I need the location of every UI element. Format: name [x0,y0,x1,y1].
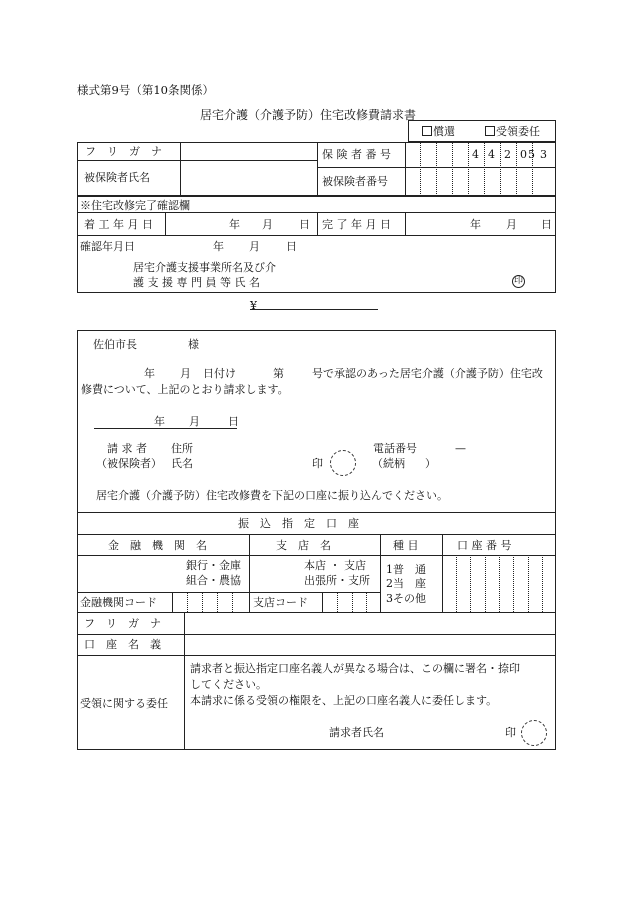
confirm-date-label: 確認年月日 [80,240,135,253]
seal-circle-icon [330,450,356,476]
insured-paren-label: （被保険者） [96,457,162,470]
approval-year: 年 [144,367,155,380]
office-label-line1: 居宅介護支援事業所名及び介 [133,261,276,274]
divider [516,142,517,196]
divider [165,212,166,235]
yen-symbol: ¥ [250,299,257,312]
approval-date: 日付け [203,367,236,380]
divider [322,592,323,612]
divider [500,142,501,196]
confirm-section-header: ※住宅改修完了確認欄 [80,199,190,212]
relation-close: ） [425,457,436,470]
insurer-number-label: 保 険 者 番 号 [322,148,391,161]
date-underline [94,428,237,429]
request-year: 年 [154,415,165,428]
divider [249,534,250,612]
divider [232,592,233,612]
phone-label: 電話番号 [373,442,417,455]
form-title: 居宅介護（介護予防）住宅改修費請求書 [200,108,417,122]
phone-dash: — [455,442,466,455]
divider [442,534,443,612]
divider [468,142,469,196]
divider [202,592,203,612]
request-body-line1: 号で承認のあった居宅介護（介護予防）住宅改 [312,367,543,380]
checkbox-shokan-label: 償還 [433,125,455,138]
checkbox-juryo[interactable] [485,126,540,137]
insurer-digit: 2 [504,148,511,161]
month-label: 月 [506,218,517,231]
divider [420,142,421,196]
requester-label: 請 求 者 [107,442,147,455]
office-label-line2: 護 支 援 専 門 員 等 氏 名 [133,276,260,289]
divider [380,534,381,612]
divider [456,555,457,612]
insured-number-label: 被保険者番号 [322,175,388,188]
insurer-digit: 3 [540,148,547,161]
divider [180,142,181,196]
seal-circle-icon [521,720,547,746]
divider [317,142,318,196]
branch-name-header: 支 店 名 [276,539,331,552]
insurer-digit: 4 [472,148,479,161]
year-label: 年 [213,240,224,253]
divider [470,555,471,612]
divider [77,534,556,535]
divider [184,612,185,750]
form-number: 様式第9号（第10条関係） [77,83,214,97]
year-label: 年 [470,218,481,231]
divider [77,612,556,613]
amount-underline [250,309,378,310]
account-type-header: 種 目 [393,539,419,552]
divider [436,142,437,196]
request-body-line2: 修費について、上記のとおり請求します。 [81,383,289,396]
day-label: 日 [541,218,552,231]
approval-month: 月 [180,367,191,380]
account-furigana-label: フ リ ガ ナ [84,617,161,630]
divider [542,555,543,612]
request-month: 月 [189,415,200,428]
divider [77,655,556,656]
divider [366,592,367,612]
checkbox-icon [422,126,432,136]
divider [180,160,317,161]
bank-section-title: 振 込 指 定 口 座 [238,517,359,530]
divider [172,592,173,612]
bank-code-label: 金融機関コード [80,596,157,609]
divider [337,592,338,612]
divider [352,592,353,612]
insurer-digit: 0 [520,148,527,161]
branch-type-line1: 本店 ・ 支店 [304,559,366,572]
checkbox-icon [485,126,495,136]
delegation-text-3: 本請求に係る受領の権限を、上記の口座名義人に委任します。 [190,694,498,707]
divider [485,555,486,612]
divider [528,555,529,612]
address-label: 住所 [171,442,193,455]
seal-label: 印 [312,457,323,470]
day-label: 日 [286,240,297,253]
divider [484,142,485,196]
insured-name-label: 被保険者氏名 [84,171,150,184]
approval-dai: 第 [273,367,284,380]
account-type-2: 2当 座 [386,577,426,590]
divider [77,512,556,513]
bank-type-line2: 組合・農協 [186,574,241,587]
mayor-label: 佐伯市長 [93,338,137,351]
divider [77,235,556,236]
divider [317,212,318,235]
delegation-label: 受領に関する委任 [80,697,168,710]
checkbox-shokan[interactable] [422,126,455,137]
end-date-label: 完 了 年 月 日 [322,218,391,231]
seal-icon: 印 [513,276,523,286]
delegation-text-1: 請求者と振込指定口座名義人が異なる場合は、この欄に署名・捺印 [190,662,520,675]
insurer-digit: 5 [528,148,535,161]
insurer-digit: 4 [488,148,495,161]
divider [77,592,380,593]
account-type-3: 3その他 [386,592,426,605]
bank-type-line1: 銀行・金庫 [186,559,241,572]
delegation-requester-name: 請求者氏名 [329,726,384,739]
day-label: 日 [299,218,310,231]
sama-label: 様 [188,338,199,351]
name-label: 氏名 [171,457,193,470]
request-day: 日 [228,415,239,428]
divider [452,142,453,196]
divider [77,634,556,635]
account-type-1: 1普 通 [386,563,426,576]
start-date-label: 着 工 年 月 日 [84,218,153,231]
divider [405,212,406,235]
relation-open: （続柄 [372,457,405,470]
furigana-label: フ リ ガ ナ [85,145,162,158]
divider [499,555,500,612]
divider [513,555,514,612]
divider [405,142,406,196]
month-label: 月 [249,240,260,253]
bank-name-header: 金 融 機 関 名 [108,539,207,552]
delegation-seal-label: 印 [505,726,516,739]
year-label: 年 [229,218,240,231]
transfer-note: 居宅介護（介護予防）住宅改修費を下記の口座に振り込んでください。 [96,489,448,502]
branch-type-line2: 出張所・支所 [304,574,370,587]
divider [217,592,218,612]
divider [187,592,188,612]
account-holder-label: 口 座 名 義 [84,638,161,651]
checkbox-juryo-label: 受領委任 [496,125,540,138]
month-label: 月 [262,218,273,231]
delegation-text-2: してください。 [190,678,267,691]
branch-code-label: 支店コード [253,596,308,609]
account-number-header: 口 座 番 号 [457,539,512,552]
